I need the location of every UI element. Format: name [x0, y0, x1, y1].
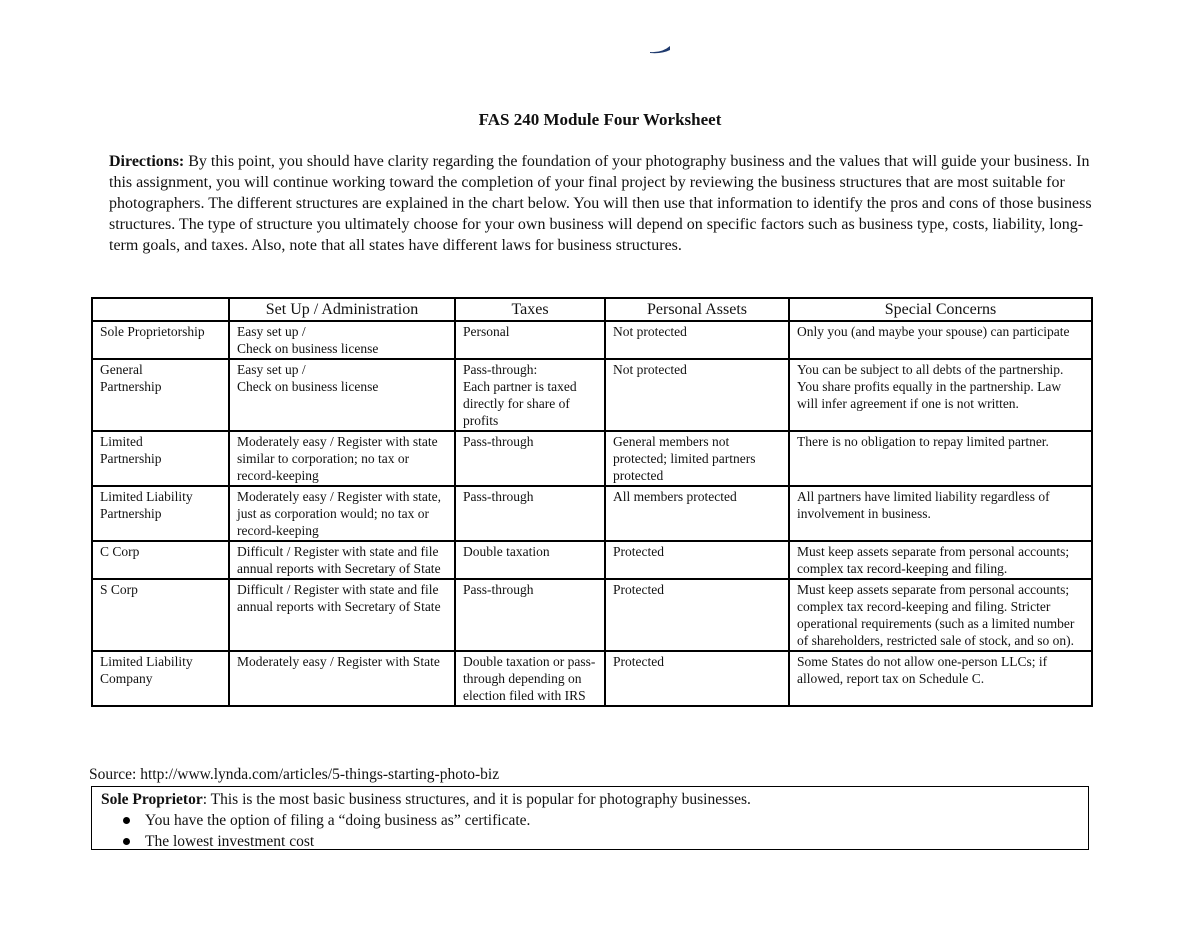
structure-name-cell: C Corp	[92, 541, 229, 579]
table-cell: Easy set up / Check on business license	[229, 321, 455, 359]
bullet-icon	[123, 817, 130, 824]
table-row	[92, 541, 1092, 579]
structure-name-cell: Limited Liability Company	[92, 651, 229, 706]
bullet-icon	[123, 838, 130, 845]
structure-name-cell: General Partnership	[92, 359, 229, 431]
table-cell: Pass-through: Each partner is taxed directly for share of profits	[455, 359, 605, 431]
table-row	[92, 486, 1092, 541]
business-structures-table	[91, 297, 1093, 707]
column-header: Taxes	[455, 298, 605, 321]
table-header-row	[92, 298, 1092, 321]
structure-name-cell: Limited Liability Partnership	[92, 486, 229, 541]
column-header: Special Concerns	[789, 298, 1092, 321]
sole-proprietor-bullets	[101, 810, 1079, 852]
column-header: Set Up / Administration	[229, 298, 455, 321]
table-cell: Must keep assets separate from personal accounts; complex tax record-keeping and filing. Stricter operational requirements (such as a limited number of shareholders, restricted sale of stock, and so on).	[789, 579, 1092, 651]
directions-label: Directions:	[109, 153, 185, 170]
source-citation: Source: http://www.lynda.com/articles/5-things-starting-photo-biz	[89, 766, 500, 783]
bullet-text: You have the option of filing a “doing business as” certificate.	[145, 812, 531, 829]
table-row	[92, 321, 1092, 359]
table-cell: Moderately easy / Register with state, just as corporation would; no tax or record-keeping	[229, 486, 455, 541]
table-cell: Moderately easy / Register with state similar to corporation; no tax or record-keeping	[229, 431, 455, 486]
table-cell: General members not protected; limited partners protected	[605, 431, 789, 486]
table-cell: There is no obligation to repay limited partner.	[789, 431, 1092, 486]
directions-paragraph	[109, 151, 1099, 256]
table-cell: You can be subject to all debts of the partnership. You share profits equally in the partnership. Law will infer agreement if one is not written.	[789, 359, 1092, 431]
sole-proprietor-intro	[101, 789, 1079, 810]
column-header: Personal Assets	[605, 298, 789, 321]
structure-name-cell: Sole Proprietorship	[92, 321, 229, 359]
bullet-text: The lowest investment cost	[145, 833, 315, 850]
table-cell: Protected	[605, 579, 789, 651]
table-body	[92, 321, 1092, 706]
table-cell: Double taxation or pass-through depending on election filed with IRS	[455, 651, 605, 706]
table-row	[92, 579, 1092, 651]
sole-proprietor-text: : This is the most basic business structures, and it is popular for photography businesses.	[202, 791, 751, 808]
structure-name-cell: S Corp	[92, 579, 229, 651]
sole-proprietor-section	[91, 786, 1089, 850]
sole-proprietor-label: Sole Proprietor	[101, 791, 203, 808]
logo-icon	[648, 42, 672, 54]
page-title: FAS 240 Module Four Worksheet	[478, 110, 722, 129]
list-item	[145, 831, 1079, 852]
table-cell: Pass-through	[455, 486, 605, 541]
table-cell: Protected	[605, 651, 789, 706]
table-cell: Moderately easy / Register with State	[229, 651, 455, 706]
table-cell: Protected	[605, 541, 789, 579]
table-row	[92, 431, 1092, 486]
table-cell: Pass-through	[455, 579, 605, 651]
table-cell: Only you (and maybe your spouse) can participate	[789, 321, 1092, 359]
table-cell: Must keep assets separate from personal accounts; complex tax record-keeping and filing.	[789, 541, 1092, 579]
table-cell: All members protected	[605, 486, 789, 541]
list-item	[145, 810, 1079, 831]
column-header	[92, 298, 229, 321]
structure-name-cell: Limited Partnership	[92, 431, 229, 486]
table-cell: Difficult / Register with state and file annual reports with Secretary of State	[229, 579, 455, 651]
table-cell: Difficult / Register with state and file annual reports with Secretary of State	[229, 541, 455, 579]
table-row	[92, 359, 1092, 431]
table-cell: Not protected	[605, 321, 789, 359]
directions-text: By this point, you should have clarity regarding the foundation of your photography business and the values that will guide your business. In this assignment, you will continue working toward the completion of your final project by reviewing the business structures that are most suitable for photographers. The different structures are explained in the chart below. You will then use that information to identify the pros and cons of those business structures. The type of structure you ultimately choose for your own business will depend on specific factors such as business type, costs, liability, long-term goals, and taxes. Also, note that all states have different laws for business structures.	[109, 153, 1092, 254]
table-row	[92, 651, 1092, 706]
table-cell: Some States do not allow one-person LLCs; if allowed, report tax on Schedule C.	[789, 651, 1092, 706]
table-cell: Easy set up / Check on business license	[229, 359, 455, 431]
table-cell: All partners have limited liability regardless of involvement in business.	[789, 486, 1092, 541]
table-cell: Personal	[455, 321, 605, 359]
table-cell: Pass-through	[455, 431, 605, 486]
table-cell: Double taxation	[455, 541, 605, 579]
table-cell: Not protected	[605, 359, 789, 431]
